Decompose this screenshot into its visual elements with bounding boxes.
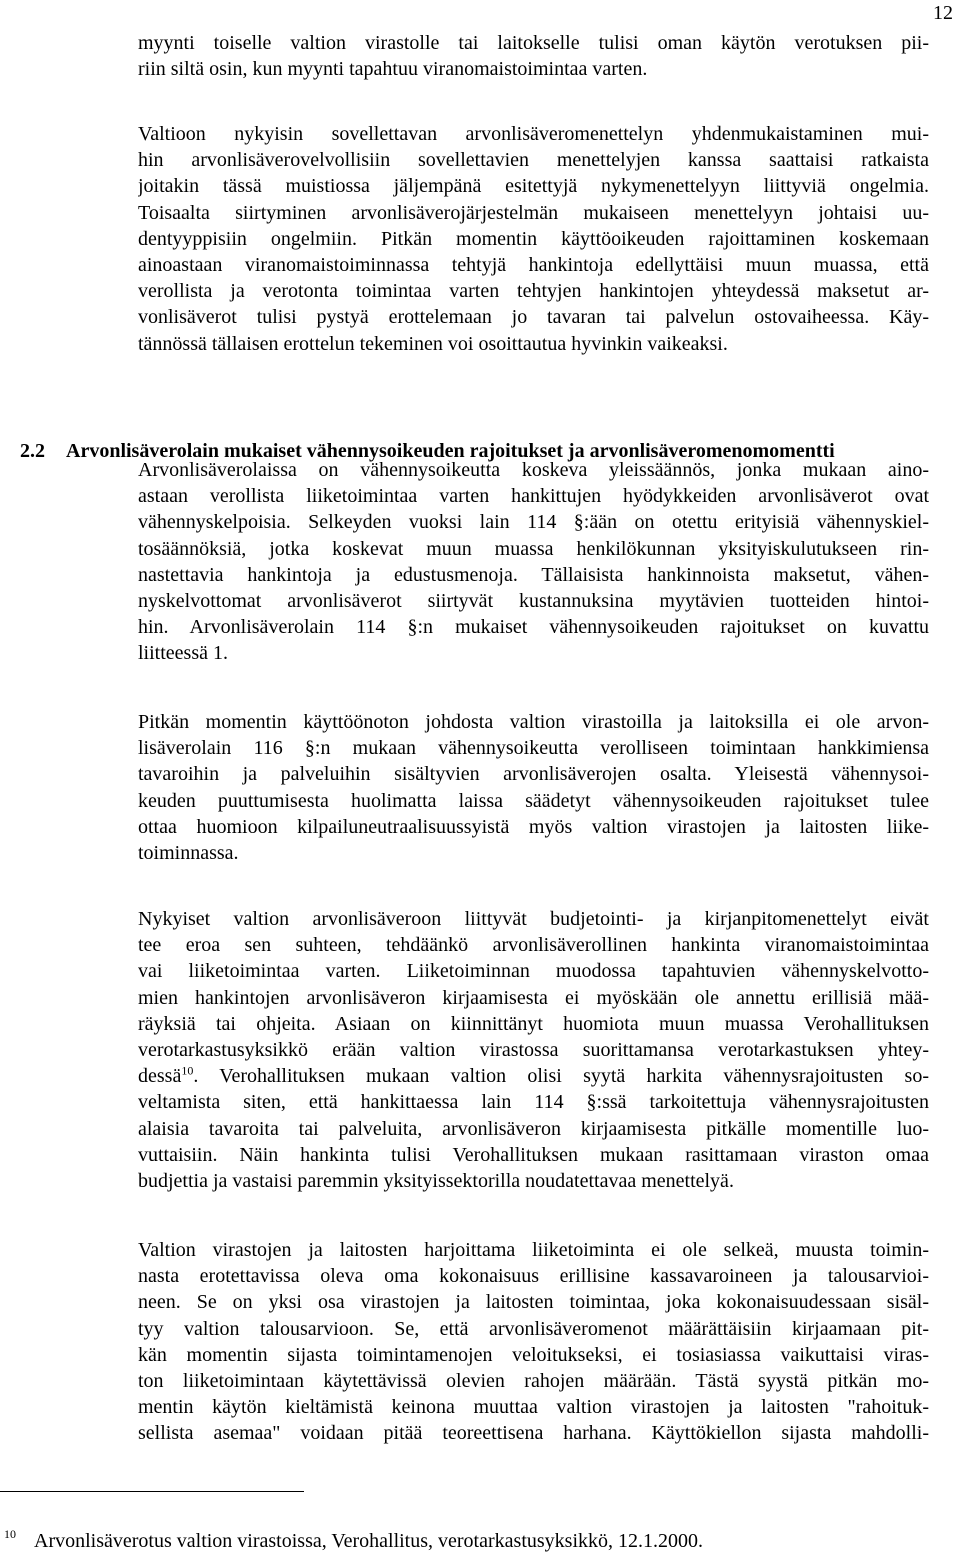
text-line: tyy valtion talousarvioon. Se, että arvonlisäveromenot määrättäisiin kirjaamaan pit-	[138, 1317, 929, 1340]
text-line: Pitkän momentin käyttöönoton johdosta valtion virastoilla ja laitoksilla ei ole arvon-	[138, 711, 929, 733]
text-line: riin siltä osin, kun myynti tapahtuu viranomaistoimintaa varten.	[138, 58, 648, 81]
text-line: tavaroihin ja palveluihin sisältyvien arvonlisäverojen osalta. Yleisestä vähennysoi-	[138, 763, 929, 786]
text-line: neen. Se on yksi osa virastojen ja laitosten toimintaa, joka kokonaisuudessaan sisäl-	[138, 1291, 929, 1314]
text-line: keuden puuttumisesta huolimatta laissa säädetyt vähennysoikeuden rajoitukset tulee	[138, 789, 929, 812]
paragraph-business-activity	[138, 1237, 929, 1447]
text-line: mien hankintojen arvonlisäveron kirjaamisesta ei myöskään ole annettu erillisiä mää-	[138, 986, 929, 1009]
note-line-end: . Verohallituksen mukaan valtion olisi syytä harkita vähennysrajoitusten so-	[193, 1065, 929, 1088]
text-line: nastettavia hankintoja ja edustusmenoja. Tällaisista hankinnoista maksetut, vähen-	[138, 563, 929, 586]
text-line: joitakin tässä muistiossa jäljempänä esitettyjä nykymenettelyyn liittyviä ongelmia.	[138, 175, 929, 198]
text-line: ton liiketoimintaan käytettävissä olevien rahojen määrään. Tästä syystä pitkän mo-	[138, 1369, 929, 1392]
text-line: toiminnassa.	[138, 841, 239, 864]
text-line: vai liiketoimintaa varten. Liiketoiminnan muodossa tapahtuvien vähennyskelvotto-	[138, 960, 929, 983]
paragraph-long-item	[138, 709, 929, 866]
footnote	[4, 1528, 703, 1556]
text-line: ottaa huomioon kilpailuneutraalisuussyistä myös valtion virastojen ja laitosten liike-	[138, 815, 929, 838]
text-line: Arvonlisäverolaissa on vähennysoikeutta koskeva yleissäännös, jonka mukaan aino-	[138, 459, 929, 481]
paragraph-deduction-rules	[138, 457, 929, 667]
footnote-mark: 10	[4, 1527, 16, 1541]
text-line: kän momentin sijasta toimintamenojen veloitukseksi, ei tosiasiassa vaikuttaisi viras-	[138, 1343, 929, 1366]
text-line: vuttaisiin. Näin hankinta tulisi Verohallituksen mukaan rasittamaan viraston omaa	[138, 1143, 929, 1166]
section-title: Arvonlisäverolain mukaiset vähennysoikeuden rajoitukset ja arvonlisäveromenomomentti	[66, 440, 835, 462]
text-line: ainoastaan viranomaistoiminnassa tehtyjä hankintoja edellyttäisi muun muassa, että	[138, 253, 929, 276]
text-line: mentin käytön kieltämistä keinona muuttaa valtion virastojen ja laitosten "rahoituk-	[138, 1396, 929, 1419]
text-line: tee eroa sen suhteen, tehdäänkö arvonlisäverollinen hankinta viranomaistoimintaa	[138, 934, 929, 957]
text-line: verollista ja verotonta toimintaa varten tehtyjen hankintojen yhteydessä maksetut ar-	[138, 280, 929, 303]
text-line: Valtioon nykyisin sovellettavan arvonlisäveromenettelyn yhdenmukaistaminen mui-	[138, 123, 929, 145]
text-line: Nykyiset valtion arvonlisäveroon liittyvät budjetointi- ja kirjanpitomenettelyt eivät	[138, 908, 929, 930]
text-line: räyksiä tai ohjeita. Asiaan on kiinnittänyt huomiota muun muassa Verohallituksen	[138, 1012, 929, 1035]
text-line: tännössä tällaisen erottelun tekeminen voi osoittautua hyvinkin vaikeaksi.	[138, 332, 728, 355]
section-number: 2.2	[20, 440, 45, 462]
text-line-with-note	[138, 1063, 929, 1089]
intro-paragraph	[138, 30, 929, 82]
text-line: lisäverolain 116 §:n mukaan vähennysoikeutta verolliseen toimintaan hankkimiensa	[138, 737, 929, 760]
text-line: vähennyskelpoisia. Selkeyden vuoksi lain 114 §:ään on otettu erityisiä vähennyskiel-	[138, 511, 929, 534]
text-line: veltamista siten, että hankittaessa lain 114 §:ssä tarkoitettuja vähennysrajoitusten	[138, 1091, 929, 1114]
text-line: tosäännöksiä, jotka koskevat muun muassa henkilökunnan yksityiskulutukseen rin-	[138, 537, 929, 560]
text-line: vonlisäverot tulisi pystyä erottelemaan jo tavaran tai palvelun ostovaiheessa. Käy-	[138, 306, 929, 329]
footnote-divider	[0, 1491, 304, 1492]
text-line: alaisia tavaroita tai palveluita, arvonlisäveron kirjaamisesta pitkälle momentille luo-	[138, 1117, 929, 1140]
text-line: Valtion virastojen ja laitosten harjoittama liiketoiminta ei ole selkeä, muusta toimin-	[138, 1239, 929, 1261]
text-line: hin. Arvonlisäverolain 114 §:n mukaiset vähennysoikeuden rajoitukset on kuvattu	[138, 616, 929, 639]
footnote-reference[interactable]: 10	[181, 1063, 194, 1078]
text-line: budjettia ja vastaisi paremmin yksityissektorilla noudatettavaa menettelyä.	[138, 1169, 734, 1192]
paragraph-budgeting	[138, 906, 929, 1194]
text-line: nasta erotettavissa oleva oma kokonaisuus erillisine kassavaroineen ja talousarvioi-	[138, 1265, 929, 1288]
text-line: liitteessä 1.	[138, 642, 228, 665]
text-line: hin arvonlisäverovelvollisiin sovellettavien menettelyjen kanssa saattaisi ratkaista	[138, 149, 929, 172]
paragraph-harmonization	[138, 121, 929, 357]
text-line: astaan verollista liiketoimintaa varten hankittujen hyödykkeiden arvonlisäverot ovat	[138, 485, 929, 508]
footnote-text: Arvonlisäverotus valtion virastoissa, Verohallitus, verotarkastusyksikkö, 12.1.2000.	[34, 1530, 703, 1552]
text-line: Toisaalta siirtyminen arvonlisäverojärjestelmän mukaiseen menettelyyn johtaisi uu-	[138, 201, 929, 224]
text-line: sellista asemaa" voidaan pitää teoreettisena harhana. Käyttökiellon sijasta mahdolli-	[138, 1422, 929, 1445]
page-number: 12	[933, 2, 953, 24]
note-line-start: dessä	[138, 1065, 182, 1088]
text-line: myynti toiselle valtion virastolle tai laitokselle tulisi oman käytön verotuksen pii-	[138, 32, 929, 54]
text-line: verotarkastusyksikkö erään valtion virastossa suorittamansa verotarkastuksen yhtey-	[138, 1038, 929, 1061]
text-line: nyskelvottomat arvonlisäverot siirtyvät kustannuksina myytävien tuotteiden hintoi-	[138, 589, 929, 612]
text-line: dentyyppisiin ongelmiin. Pitkän momentin käyttöoikeuden rajoittaminen koskemaan	[138, 227, 929, 250]
